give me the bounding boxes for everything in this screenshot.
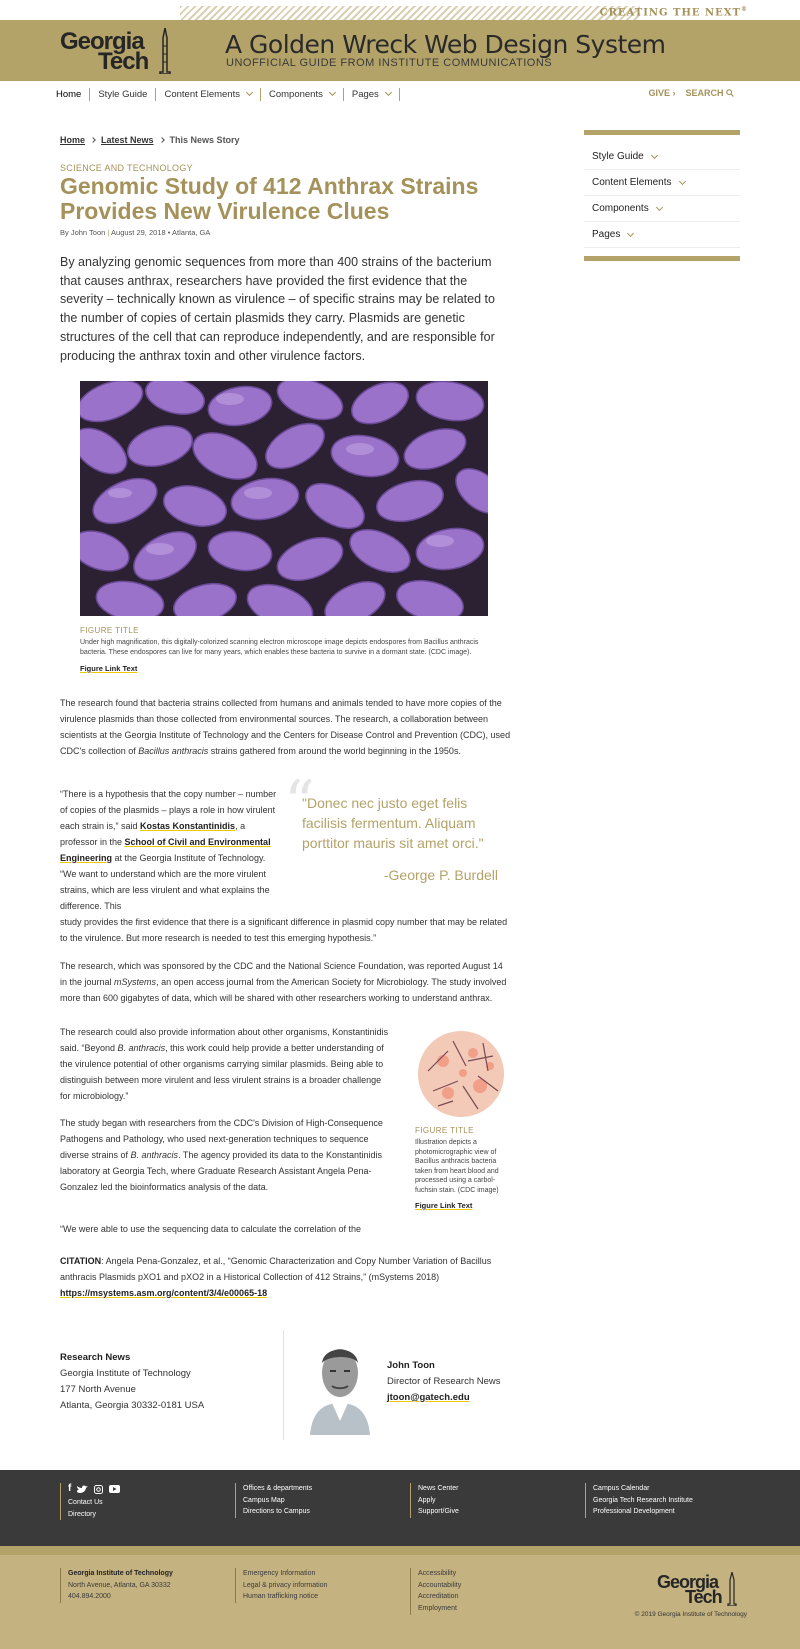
sidebar-nav	[584, 130, 740, 261]
sidebar-bottom-bar	[584, 256, 740, 261]
figure-link-2[interactable]: Figure Link Text	[415, 1201, 473, 1210]
chevron-right-icon	[159, 137, 165, 143]
contact-name: John Toon	[387, 1360, 435, 1371]
sidebar-item-style-guide[interactable]: Style Guide	[584, 144, 740, 170]
top-strip	[0, 0, 800, 20]
footer-link[interactable]: Accountability	[418, 1581, 462, 1589]
sidebar-item-pages[interactable]: Pages	[584, 222, 740, 248]
footer-link[interactable]: Campus Calendar	[593, 1485, 650, 1492]
avatar	[302, 1331, 378, 1435]
main-nav	[56, 86, 400, 102]
quote-mark-icon: “	[284, 768, 315, 838]
nav-item-components[interactable]: Components	[261, 88, 344, 101]
author: By John Toon	[60, 228, 106, 237]
figure-title: FIGURE TITLE	[80, 626, 139, 635]
footer-link[interactable]: Human trafficking notice	[243, 1593, 318, 1601]
footer-link[interactable]: Apply	[418, 1496, 436, 1504]
footer-access	[410, 1568, 461, 1615]
pull-quote	[284, 768, 498, 883]
pull-quote-attribution: -George P. Burdell	[383, 867, 498, 883]
hatch-pattern	[180, 6, 640, 20]
chevron-down-icon	[656, 203, 663, 210]
footer-link[interactable]: Accessibility	[418, 1570, 457, 1577]
chevron-down-icon	[651, 151, 658, 158]
citation-text: : Angela Pena-Gonzalez, et al., “Genomic Characterization and Copy Number Variation of Bacillus anthracis Plasmids pXO1 and pXO2 in a Historical Collection of 412 Strains,” (mSystems 2018)	[60, 1256, 492, 1282]
article-title: Genomic Study of 412 Anthrax Strains Provides New Virulence Clues	[60, 173, 479, 224]
bacteria-illustration-image	[418, 1031, 504, 1117]
breadcrumb	[60, 135, 240, 145]
breadcrumb-latest-news[interactable]: Latest News	[101, 135, 154, 145]
footer-link[interactable]: Offices & departments	[243, 1485, 313, 1492]
instagram-icon[interactable]	[94, 1485, 103, 1494]
figure-caption	[80, 626, 490, 676]
utility-nav	[648, 88, 734, 98]
footer-col-2	[235, 1483, 312, 1518]
figure-caption-text: Under high magnification, this digitally-colorized scanning electron microscope image depicts endospores from Bacillus anthracis bacteria. These endospores can live for many years, which enables these bacteria to survive in a dormant state. (CDC image).	[80, 639, 479, 656]
footer-link[interactable]: News Center	[418, 1485, 459, 1492]
footer-gold-band	[0, 1546, 800, 1555]
nav-item-style-guide[interactable]: Style Guide	[90, 88, 156, 101]
paragraph-6: “We were able to use the sequencing data to calculate the correlation of the	[60, 1224, 362, 1234]
tower-icon	[727, 1572, 737, 1606]
paragraph-2-cont: study provides the first evidence that there is a significant difference in plasmid copy number that may be related to the virulence. But more research is needed to test this emerging hypothesis.”	[60, 917, 508, 943]
citation-link[interactable]: https://msystems.asm.org/content/3/4/e00065-18	[60, 1288, 268, 1298]
figure-caption-text-2: Illustration depicts a photomicrographic view of Bacillus anthracis bacteria taken from heart blood and processed using a carbol-fuchsin stain. (CDC image)	[415, 1139, 499, 1194]
anthrax-microscope-image	[80, 381, 488, 616]
breadcrumb-current: This News Story	[169, 135, 240, 145]
sidebar-item-components[interactable]: Components	[584, 196, 740, 222]
chevron-down-icon	[627, 229, 634, 236]
copyright: © 2019 Georgia Institute of Technology	[634, 1611, 747, 1618]
social-icons	[68, 1483, 120, 1495]
contact-institution: Georgia Institute of Technology	[60, 1368, 191, 1379]
footer-link[interactable]: Directory	[68, 1510, 97, 1518]
give-link[interactable]: GIVE ›	[648, 88, 676, 98]
footer-address	[60, 1568, 173, 1603]
facebook-icon[interactable]: f	[68, 1483, 72, 1495]
footer-logo-line2: Tech	[685, 1587, 722, 1607]
article-category[interactable]: SCIENCE AND TECHNOLOGY	[60, 163, 193, 173]
media-contact-org	[60, 1350, 204, 1414]
footer-link[interactable]: Campus Map	[243, 1496, 285, 1504]
footer-link[interactable]: Legal & privacy information	[243, 1581, 328, 1589]
nav-item-home[interactable]: Home	[56, 88, 90, 101]
paragraph-2: “There is a hypothesis that the copy number – number of copies of the plasmids – plays a role in how virulent each strain is,” said Kostas Konstantinidis, a professor in the School of Civil and Environmental Engineering at the Georgia Institute of Technology. “We want to understand which are the more virulent strains, which are less virulent and what explains the difference. This	[60, 789, 277, 911]
twitter-icon[interactable]	[77, 1485, 88, 1494]
footer-link[interactable]: Contact Us	[68, 1499, 103, 1506]
chevron-down-icon	[329, 89, 336, 96]
paragraph-1: The research found that bacteria strains collected from humans and animals tended to have more copies of the virulence plasmids than those collected from environmental sources. The research, a collaboration between scientists at the Georgia Institute of Technology and the Centers for Disease Control and Prevention (CDC), used CDC's collection of Bacillus anthracis strains gathered from around the world beginning in the 1950s.	[60, 698, 511, 756]
search-link[interactable]: SEARCH	[685, 88, 734, 98]
footer-link[interactable]: Emergency Information	[243, 1570, 316, 1577]
footer-logo-line1: Georgia	[657, 1572, 719, 1592]
breadcrumb-home[interactable]: Home	[60, 135, 86, 145]
footer-link[interactable]: Directions to Campus	[243, 1508, 310, 1516]
figure-link[interactable]: Figure Link Text	[80, 664, 138, 673]
paragraph-5: The study began with researchers from the CDC's Division of High-Consequence Pathogens and Pathology, who used next-generation techniques to sequence diverse strains of B. anthracis. The agency provided its data to the Konstantinidis laboratory at Georgia Tech, where Graduate Research Assistant Angela Pena-Gonzalez led the bioinformatics analysis of the data.	[60, 1118, 383, 1192]
youtube-icon[interactable]	[109, 1485, 120, 1493]
footer-link[interactable]: Professional Development	[593, 1508, 675, 1516]
contact-street: 177 North Avenue	[60, 1384, 136, 1395]
footer-logo[interactable]	[657, 1572, 747, 1612]
footer-col-4	[585, 1483, 693, 1518]
figure-caption-2	[415, 1126, 507, 1213]
footer-legal	[235, 1568, 327, 1603]
footer-address-line: North Avenue, Atlanta, GA 30332	[68, 1581, 171, 1589]
person-link[interactable]: Kostas Konstantinidis	[140, 821, 236, 831]
tower-icon	[158, 28, 172, 74]
chevron-down-icon	[246, 89, 253, 96]
footer-link[interactable]: Employment	[418, 1605, 457, 1613]
nav-item-pages[interactable]: Pages	[344, 88, 400, 101]
chevron-down-icon	[678, 177, 685, 184]
chevron-right-icon: ›	[672, 88, 676, 98]
tagline: CREATING THE NEXT®	[599, 6, 748, 19]
footer-address-name: Georgia Institute of Technology	[68, 1570, 173, 1577]
figure-title-2: FIGURE TITLE	[415, 1126, 474, 1135]
search-icon	[726, 89, 734, 97]
footer-link[interactable]: Georgia Tech Research Institute	[593, 1496, 693, 1504]
contact-role: Director of Research News	[387, 1376, 501, 1387]
logo-text-line2: Tech	[98, 48, 149, 75]
footer-link[interactable]: Support/Give	[418, 1508, 459, 1516]
chevron-right-icon	[90, 137, 96, 143]
georgia-tech-logo[interactable]	[60, 28, 170, 74]
contact-org: Research News	[60, 1352, 131, 1363]
byline: By John Toon | August 29, 2018 • Atlanta, GA	[60, 228, 211, 237]
contact-city: Atlanta, Georgia 30332-0181 USA	[60, 1400, 205, 1411]
lead-paragraph: By analyzing genomic sequences from more than 400 strains of the bacterium that causes anthrax, researchers have provided the first evidence that the severity – technically known as virulence – of specific strains may be related to the number of copies of certain plasmids they carry. Plasmids are genetic structures of the cell that can reproduce independently, and are responsible for producing the anthrax toxin and other virulence factors.	[60, 255, 495, 363]
paragraph-3: The research, which was sponsored by the CDC and the National Science Foundation, was reported August 14 in the journal mSystems, an open access journal from the American Society for Microbiology. The study involved more than 600 gigabytes of data, which will be shared with other researchers working to understand anthrax.	[60, 961, 507, 1003]
footer-col-social	[60, 1483, 120, 1520]
site-title[interactable]: A Golden Wreck Web Design System	[225, 30, 666, 59]
date-location: August 29, 2018 • Atlanta, GA	[111, 228, 211, 237]
school-link[interactable]: School of Civil and Environmental Engineering	[60, 837, 271, 863]
citation	[60, 1253, 520, 1301]
citation-label: CITATION	[60, 1256, 102, 1266]
sidebar-item-content-elements[interactable]: Content Elements	[584, 170, 740, 196]
chevron-down-icon	[385, 89, 392, 96]
footer-link[interactable]: Accreditation	[418, 1593, 459, 1601]
contact-email[interactable]: jtoon@gatech.edu	[387, 1392, 470, 1403]
nav-item-content-elements[interactable]: Content Elements	[156, 88, 261, 101]
footer-col-3	[410, 1483, 459, 1518]
contact-divider	[283, 1330, 284, 1440]
pull-quote-text: "Donec nec justo eget felis facilisis fermentum. Aliquam porttitor mauris sit amet orci."	[302, 795, 484, 851]
media-contact-person	[387, 1358, 501, 1406]
footer-phone[interactable]: 404.894.2000	[68, 1593, 111, 1601]
logo-text-line1: Georgia	[60, 28, 144, 55]
paragraph-4: The research could also provide information about other organisms, Konstantinidis said. “Beyond B. anthracis, this work could help provide a better understanding of the virulence potential of other organisms carrying similar plasmids. Being able to distinguish between more virulent and less virulent strains is a broader challenge for microbiology.”	[60, 1027, 389, 1101]
site-subtitle: UNOFFICIAL GUIDE FROM INSTITUTE COMMUNICATIONS	[226, 57, 553, 69]
